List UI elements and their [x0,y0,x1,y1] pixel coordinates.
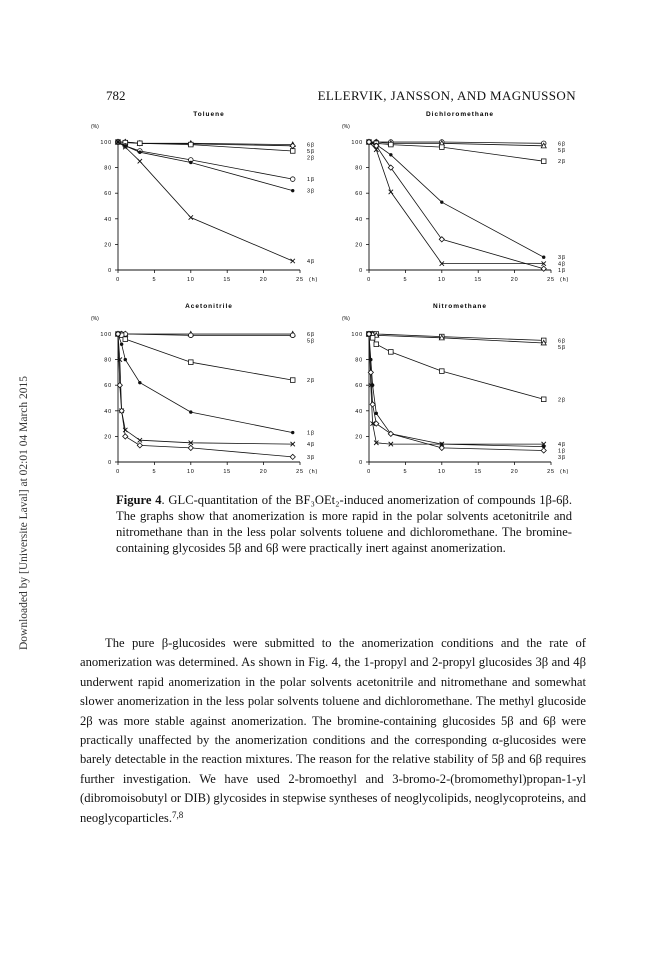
data-point [389,350,394,355]
data-point [389,142,394,147]
series-end-label: 4β [307,259,315,266]
data-series [367,332,566,448]
y-tick-label: 0 [359,460,363,466]
data-point [138,151,141,154]
y-tick-label: 60 [355,191,363,198]
series-end-label: 6β [307,142,315,149]
data-point [291,259,295,263]
data-point [541,159,546,164]
x-tick-label: 25 [296,469,304,475]
data-series [116,140,315,194]
y-tick-label: 60 [355,383,363,390]
data-point [370,402,375,407]
y-tick-label: 40 [104,408,112,415]
series-end-label: 5β [307,338,315,345]
y-tick-label: 80 [355,357,363,364]
data-series [116,332,315,384]
data-point [541,397,546,402]
y-tick-label: 40 [104,216,112,223]
data-point [138,159,142,163]
series-line [369,334,544,343]
data-series [367,140,566,268]
chart-acetonitrile-svg [90,300,350,486]
data-series [367,332,566,454]
series-end-label: 3β [558,255,566,262]
data-series [367,139,566,153]
series-line [369,334,544,444]
figure-caption [116,492,572,556]
series-end-label: 5β [307,149,315,156]
series-line [118,142,293,261]
y-tick-label: 60 [104,191,112,198]
data-point [375,412,378,415]
series-end-label: 2β [307,155,315,162]
series-end-label: 6β [558,338,566,345]
series-end-label: 1β [307,430,315,437]
x-tick-label: 20 [259,469,268,475]
series-end-label: 4β [307,442,315,449]
y-tick-label: 20 [355,434,363,441]
x-tick-label: 5 [403,469,408,475]
series-end-label: 1β [307,177,315,184]
data-point [290,143,295,148]
data-point [389,190,393,194]
x-tick-label: 10 [186,277,195,283]
data-point [189,410,192,413]
data-point [374,342,379,347]
x-tick-label: 10 [186,469,195,475]
x-tick-label: 10 [437,469,446,475]
data-point [189,333,194,338]
data-point [123,434,128,439]
data-point [123,337,128,342]
data-point [388,165,393,170]
x-tick-label: 0 [367,469,371,475]
y-tick-label: 80 [104,165,112,172]
x-tick-label: 20 [510,277,519,283]
data-point [389,153,392,156]
y-tick-label: 0 [359,268,363,274]
series-line [369,142,544,257]
chart-title: Toluene [193,111,225,118]
series-line [118,334,293,380]
running-head-authors: ELLERVIK, JANSSON, AND MAGNUSSON [317,88,576,103]
y-tick-label: 100 [100,332,112,338]
x-tick-label: 10 [437,277,446,283]
page-number: 782 [106,88,126,103]
data-point [541,448,546,453]
data-point [290,378,295,383]
y-axis-label: (%) [91,124,99,130]
y-tick-label: 20 [104,242,112,249]
data-series [115,331,314,460]
x-tick-label: 15 [223,277,232,283]
series-line [369,334,544,399]
series-line [118,142,293,179]
y-tick-label: 100 [351,140,363,146]
series-end-label: 3β [307,454,315,461]
data-point [290,177,295,182]
x-axis-unit: (h) [560,277,570,283]
x-tick-label: 20 [259,277,268,283]
x-tick-label: 20 [510,469,519,475]
series-end-label: 3β [558,455,566,462]
y-tick-label: 100 [351,332,363,338]
y-tick-label: 40 [355,216,363,223]
series-end-label: 1β [558,448,566,455]
x-tick-label: 5 [403,277,408,283]
series-end-label: 4β [558,442,566,449]
data-series [116,332,315,436]
data-point [440,369,445,374]
data-point [439,237,444,242]
figure-caption-lead: Figure 4 [116,493,162,507]
chart-toluene-svg [90,108,350,294]
data-point [138,141,143,146]
figure-caption-text: . GLC-quantitation of the BF₃OEt₂-induced anomerization of compounds 1β-6β. The graphs show that anomerization is more rapid in the polar solvents acetonitrile and nitromethane than in the less polar solvents toluene and dichloromethane. The bromine-containing glycosides 5β and 6β were practically inert against anomerization. [116,493,572,555]
series-line [369,334,544,340]
series-end-label: 6β [307,332,315,338]
chart-nitromethane-svg [341,300,601,486]
y-tick-label: 100 [100,140,112,146]
chart-acetonitrile [90,300,350,486]
data-point [189,142,194,147]
data-series [367,331,566,351]
data-point [541,266,546,271]
chart-dichloromethane-svg [341,108,601,294]
data-point [189,360,194,365]
x-axis-unit: (h) [309,277,319,283]
chart-toluene [90,108,350,294]
body-paragraph-text: The pure β-glucosides were submitted to the anomerization conditions and the rate of anomerization was determined. As shown in Fig. 4, the 1-propyl and 2-propyl glucosides 3β and 4β underwent rapid anomerization in the polar solvents acetonitrile and nitromethane and somewhat slower anomerization in the less polar solvents toluene and dichloromethane. The methyl glucoside 2β was more stable against anomerization. The bromine-containing glucosides 5β and 6β were practically unaffected by the anomerization conditions and the corresponding α-glucosides were barely detectable in the reaction mixtures. The reason for the relative stability of 5β and 6β requires further investigation. We have used 2-bromoethyl and 3-bromo-2-(bromomethyl)propan-1-yl (dibromoisobutyl or DIB) glycosides in stepwise syntheses of neoglycolipids, neoglycoproteins, and neoglycoparticles. [80,636,586,825]
y-tick-label: 40 [355,408,363,415]
data-point [290,149,295,154]
series-end-label: 4β [558,261,566,268]
series-end-label: 6β [558,141,566,148]
chart-nitromethane [341,300,601,486]
x-tick-label: 15 [474,277,483,283]
x-tick-label: 0 [116,277,120,283]
x-tick-label: 5 [152,469,157,475]
body-paragraph [80,634,586,828]
series-end-label: 2β [558,159,566,166]
x-tick-label: 5 [152,277,157,283]
data-point [189,215,193,219]
y-axis-label: (%) [342,124,350,130]
series-line [118,334,293,433]
x-tick-label: 15 [474,469,483,475]
y-axis-label: (%) [342,316,350,322]
data-point [138,381,141,384]
series-end-label: 3β [307,188,315,195]
data-point [291,431,294,434]
data-series [115,139,314,155]
x-tick-label: 25 [547,277,555,283]
y-tick-label: 20 [104,434,112,441]
chart-dichloromethane [341,108,601,294]
data-point [290,333,295,338]
chart-title: Nitromethane [433,303,487,310]
series-line [369,142,544,264]
data-point [120,343,123,346]
series-end-label: 1β [558,268,566,275]
data-point [124,358,127,361]
y-tick-label: 80 [104,357,112,364]
y-tick-label: 60 [104,383,112,390]
data-point [189,161,192,164]
data-point [290,454,295,459]
series-line [369,142,544,269]
data-point [440,200,443,203]
x-tick-label: 25 [547,469,555,475]
y-tick-label: 80 [355,165,363,172]
data-series [116,140,315,265]
series-end-label: 2β [558,397,566,404]
y-tick-label: 0 [108,460,112,466]
data-point [188,445,193,450]
y-axis-label: (%) [91,316,99,322]
chart-title: Dichloromethane [425,111,495,118]
series-end-label: 5β [558,147,566,154]
x-axis-unit: (h) [560,469,570,475]
chart-title: Acetonitrile [185,303,233,310]
data-point [388,431,393,436]
x-tick-label: 15 [223,469,232,475]
series-line [118,334,293,457]
x-tick-label: 25 [296,277,304,283]
y-tick-label: 20 [355,242,363,249]
x-tick-label: 0 [367,277,371,283]
series-end-label: 2β [307,378,315,385]
y-tick-label: 0 [108,268,112,274]
data-point [291,189,294,192]
data-point [542,256,545,259]
x-axis-unit: (h) [309,469,319,475]
data-point [137,443,142,448]
x-tick-label: 0 [116,469,120,475]
series-end-label: 5β [558,344,566,351]
citation-superscript: 7,8 [171,809,184,820]
running-head [106,88,576,104]
data-series [366,331,565,461]
series-line [369,334,544,447]
download-watermark: Downloaded by [Universite Laval] at 02:01 04 March 2015 [18,375,30,650]
data-point [440,145,445,150]
